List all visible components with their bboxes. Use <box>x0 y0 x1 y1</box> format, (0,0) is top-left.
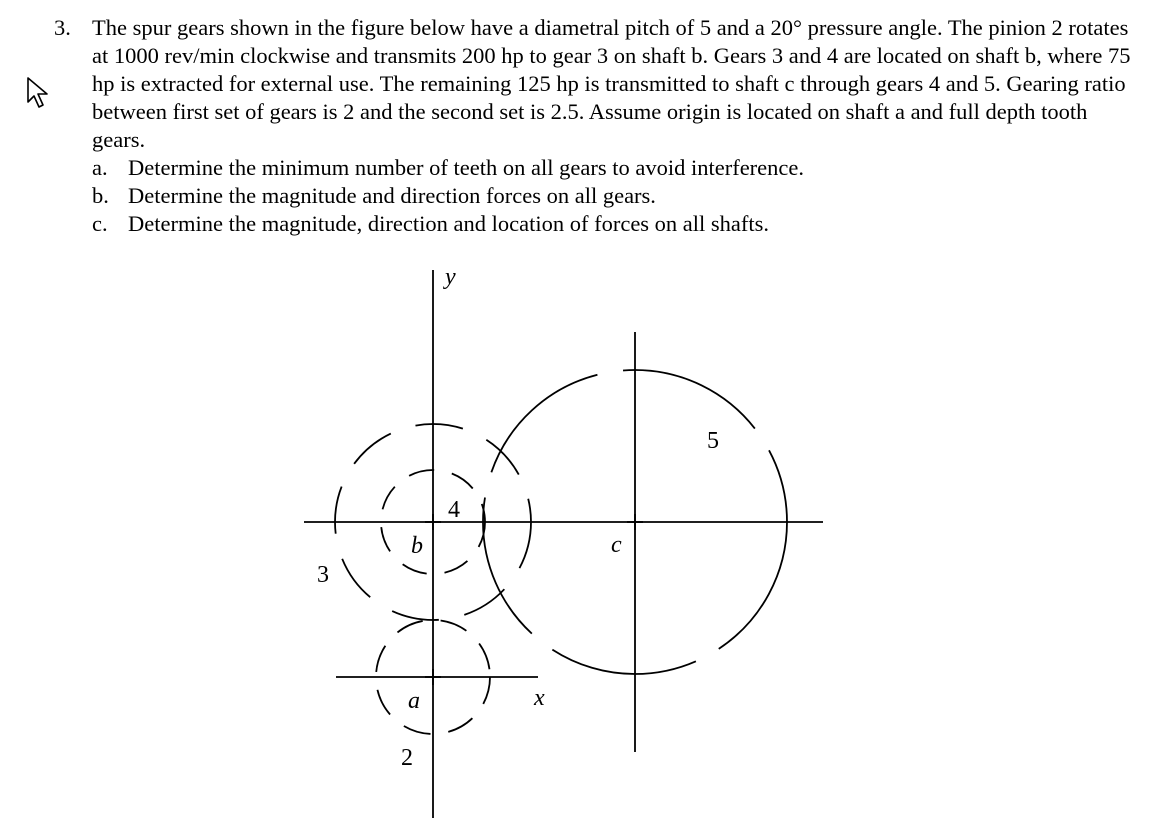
gear-3-label: 3 <box>317 562 329 588</box>
shaft-b-center-mark <box>425 514 441 530</box>
mouse-pointer-icon <box>26 76 52 110</box>
sub-question-a <box>92 154 1144 182</box>
gear-4-label: 4 <box>448 497 460 523</box>
sub-question-c <box>92 210 1144 238</box>
sub-question-letter: c. <box>92 211 108 236</box>
y-axis-label: y <box>445 264 456 290</box>
sub-question-letter: b. <box>92 183 109 208</box>
sub-question-text: Determine the minimum number of teeth on all gears to avoid interference. <box>128 155 805 180</box>
problem-body: The spur gears shown in the figure below have a diametral pitch of 5 and a 20° pressure angle. The pinion 2 rotates at 1000 rev/min clockwise and transmits 200 hp to gear 3 on shaft b. Gears 3 and 4 are located on shaft b, where 75 hp is extracted for external use. The remaining 125 hp is transmitted to shaft c through gears 4 and 5. Gearing ratio between first set of gears is 2 and the second set is 2.5. Assume origin is located on shaft a and full depth tooth gears. <box>92 15 1131 152</box>
problem-number: 3. <box>54 15 71 40</box>
sub-question-list <box>92 154 1144 238</box>
problem-statement <box>54 14 1144 238</box>
shaft-a-label: a <box>408 688 420 714</box>
shaft-b-label: b <box>411 533 423 559</box>
shaft-c-center-mark <box>627 514 643 530</box>
sub-question-letter: a. <box>92 155 108 180</box>
sub-question-b <box>92 182 1144 210</box>
x-axis-label: x <box>534 685 545 711</box>
gear-train-figure <box>290 258 835 820</box>
shaft-c-label: c <box>611 532 622 558</box>
sub-question-text: Determine the magnitude, direction and location of forces on all shafts. <box>128 211 770 236</box>
sub-question-text: Determine the magnitude and direction forces on all gears. <box>128 183 656 208</box>
gear-2-label: 2 <box>401 745 413 771</box>
gear-5-label: 5 <box>707 428 719 454</box>
shaft-a-center-mark <box>425 669 441 685</box>
